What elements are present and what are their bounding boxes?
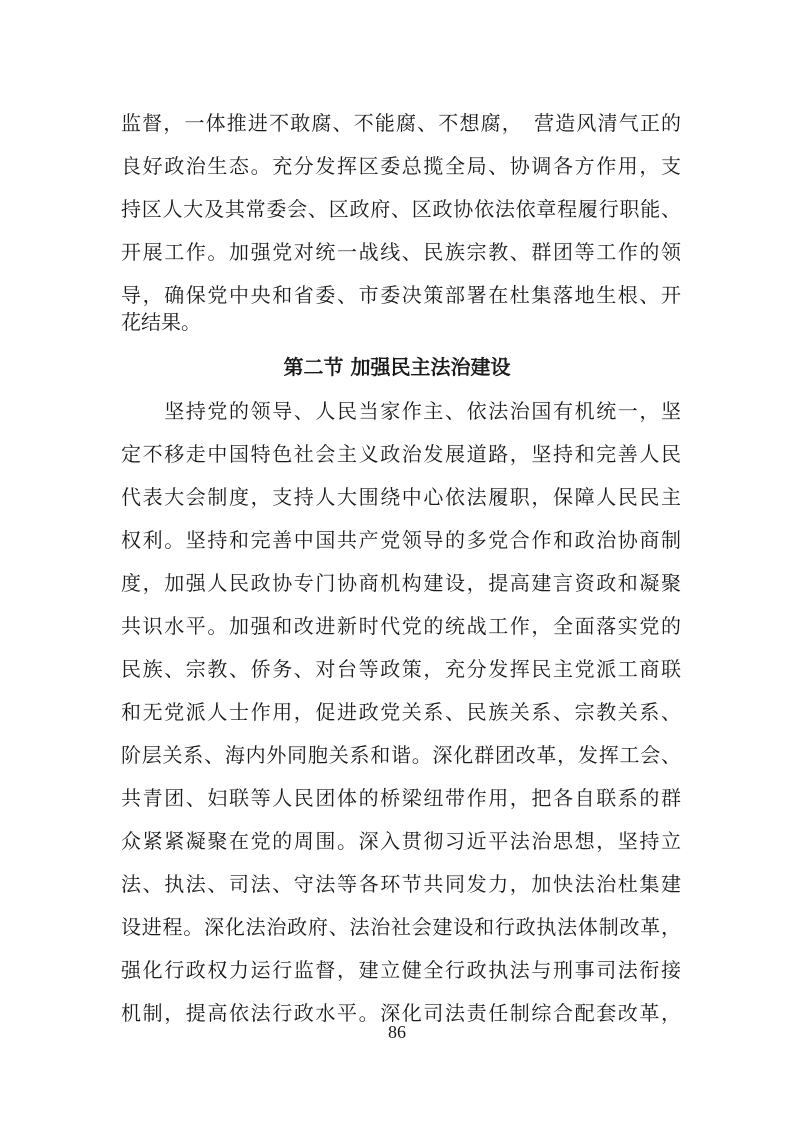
text-line: 机制，提高依法行政水平。深化司法责任制综合配套改革， [121, 1001, 681, 1025]
text-line: 设进程。深化法治政府、法治社会建设和行政执法体制改革， [121, 915, 681, 939]
page-number: 86 [388, 1022, 406, 1042]
text-line: 阶层关系、海内外同胞关系和谐。深化群团改革，发挥工会、 [121, 743, 681, 767]
text-line: 和无党派人士作用，促进政党关系、民族关系、宗教关系、 [121, 700, 681, 724]
text-line: 强化行政权力运行监督，建立健全行政执法与刑事司法衔接 [121, 958, 681, 982]
text-line: 度，加强人民政协专门协商机构建设，提高建言资政和凝聚 [121, 571, 681, 595]
text-line: 众紧紧凝聚在党的周围。深入贯彻习近平法治思想，坚持立 [121, 829, 681, 853]
text-line: 定不移走中国特色社会主义政治发展道路，坚持和完善人民 [121, 442, 681, 466]
text-line: 监督，一体推进不敢腐、不能腐、不想腐， 营造风清气正的 [121, 111, 681, 135]
text-line: 共青团、妇联等人民团体的桥梁纽带作用，把各自联系的群 [121, 786, 681, 810]
text-line: 导，确保党中央和省委、市委决策部署在杜集落地生根、开 [121, 283, 681, 307]
section-heading: 第二节 加强民主法治建设 [283, 355, 511, 379]
text-line: 法、执法、司法、守法等各环节共同发力，加快法治杜集建 [121, 872, 681, 896]
text-line: 权利。坚持和完善中国共产党领导的多党合作和政治协商制 [121, 528, 681, 552]
text-line: 共识水平。加强和改进新时代党的统战工作，全面落实党的 [121, 614, 681, 638]
text-line: 民族、宗教、侨务、对台等政策，充分发挥民主党派工商联 [121, 657, 681, 681]
text-line: 代表大会制度，支持人大围绕中心依法履职，保障人民民主 [121, 485, 681, 509]
text-line: 良好政治生态。充分发挥区委总揽全局、协调各方作用，支 [121, 154, 681, 178]
text-line: 持区人大及其常委会、区政府、区政协依法依章程履行职能、 [121, 197, 681, 221]
text-line: 坚持党的领导、人民当家作主、依法治国有机统一，坚 [121, 399, 681, 423]
text-line: 花结果。 [121, 310, 201, 334]
text-line: 开展工作。加强党对统一战线、民族宗教、群团等工作的领 [121, 240, 681, 264]
